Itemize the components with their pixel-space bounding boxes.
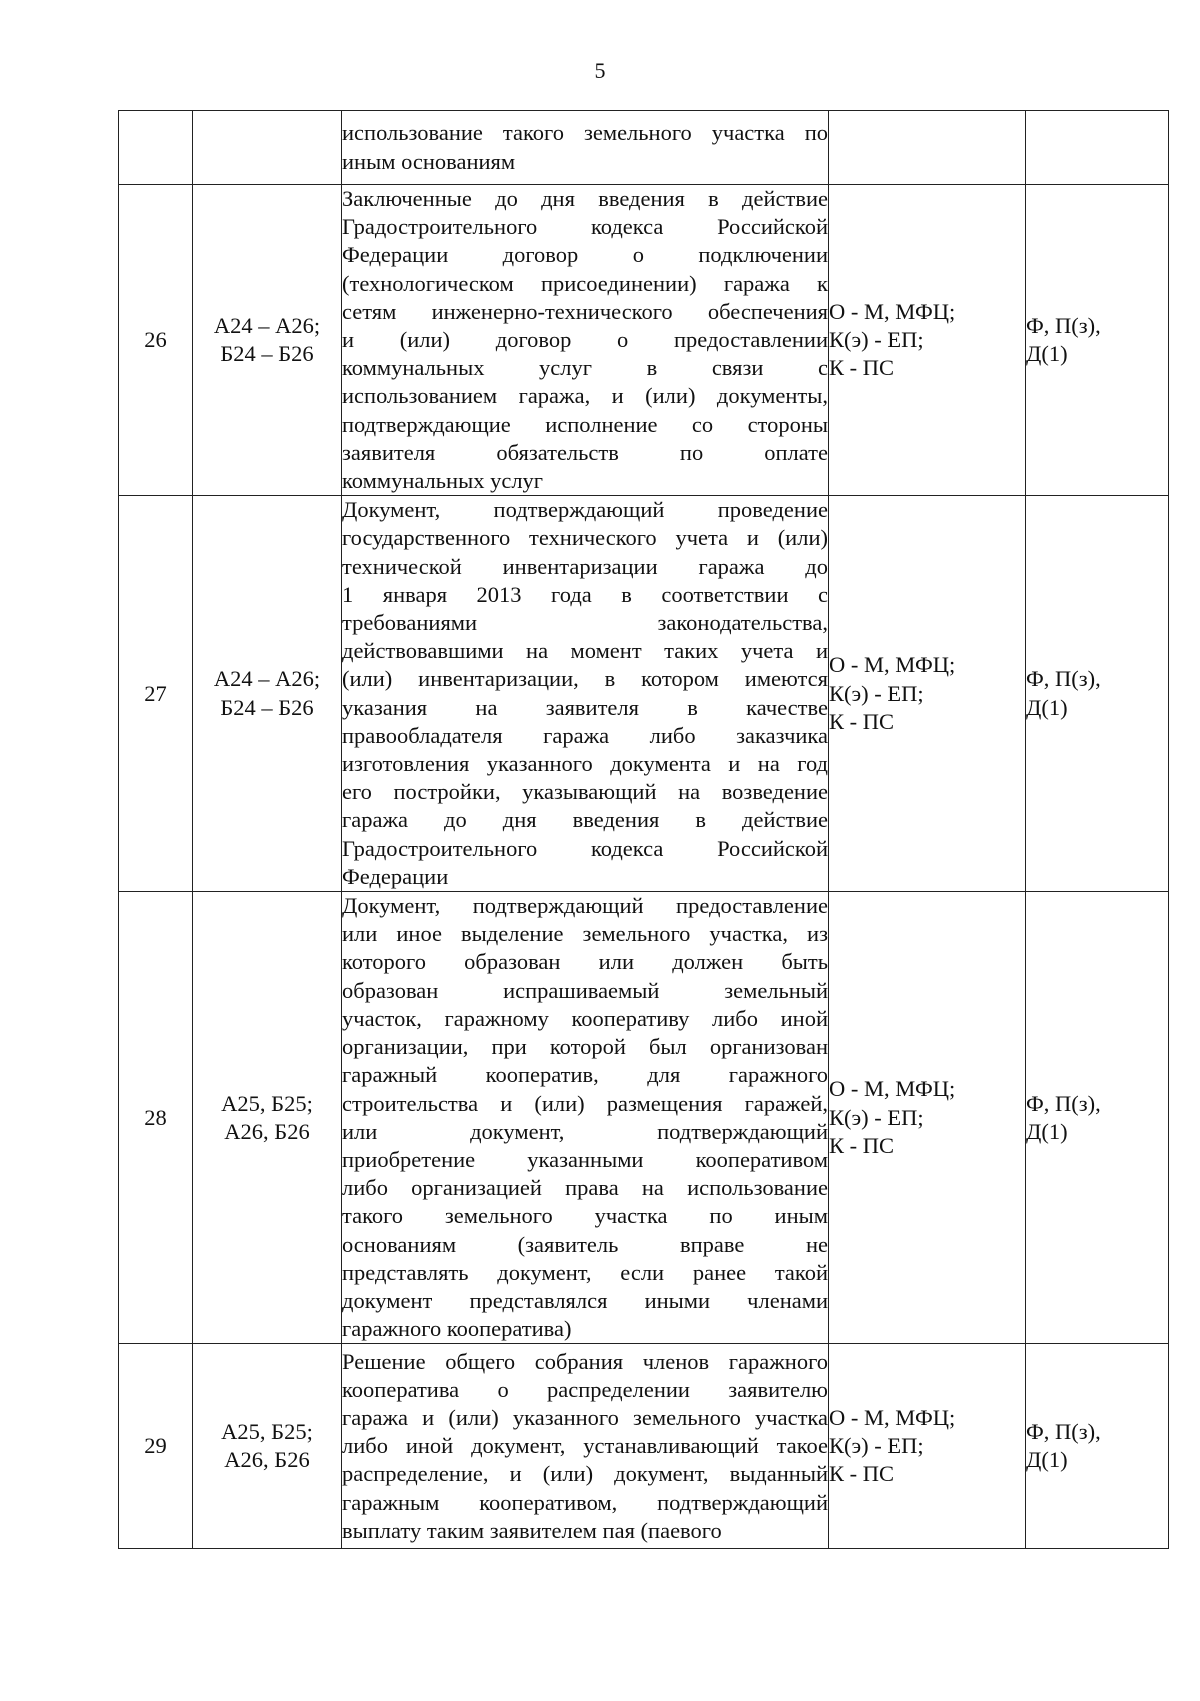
description-line: указания на заявителя в качестве — [342, 694, 828, 720]
description-line: или документ, подтверждающий — [342, 1118, 828, 1144]
description-line: 1 января 2013 года в соответствии с — [342, 581, 828, 607]
result-line: Д(1) — [1026, 341, 1068, 367]
description-line: Решение общего собрания членов гаражного — [342, 1348, 828, 1374]
cell-source — [829, 185, 1026, 496]
result-line: Ф, П(з), — [1026, 666, 1101, 692]
result-line: Ф, П(з), — [1026, 312, 1101, 338]
table-row — [119, 185, 1169, 496]
description-line: либо иной документ, устанавливающий такое — [342, 1433, 828, 1459]
cell-num — [119, 185, 193, 496]
description-line: Документ, подтверждающий предоставление — [342, 893, 828, 919]
source-line: К - ПС — [829, 355, 895, 381]
result-line: Ф, П(з), — [1026, 1090, 1101, 1116]
cell-result — [1026, 1344, 1169, 1549]
source-line: К(э) - ЕП; — [829, 1433, 924, 1459]
code-line: А26, Б26 — [224, 1118, 310, 1144]
description-line: представлять документ, если ранее такой — [342, 1259, 828, 1285]
row-number: 29 — [144, 1433, 167, 1459]
description-line: действовавшими на момент таких учета и — [342, 638, 828, 664]
description-line: государственного технического учета и (или) — [342, 525, 828, 551]
description-line: и (или) договор о предоставлении — [342, 327, 828, 353]
description-line: гаражного кооператива) — [342, 1316, 572, 1342]
description-line: гаража до дня введения в действие — [342, 807, 828, 833]
description-line: распределение, и (или) документ, выданный — [342, 1461, 828, 1487]
description-line: выплату таким заявителем пая (паевого — [342, 1517, 722, 1543]
code-line: А24 – А26; — [213, 666, 321, 692]
cell-num — [119, 892, 193, 1344]
description-line: приобретение указанными кооперативом — [342, 1146, 828, 1172]
description-line: Градостроительного кодекса Российской — [342, 835, 828, 861]
description-line: строительства и (или) размещения гаражей, — [342, 1090, 828, 1116]
description-line: участок, гаражному кооперативу либо иной — [342, 1005, 828, 1031]
cell-num — [119, 111, 193, 185]
source-line: О - М, МФЦ; — [829, 1076, 956, 1102]
description-line: Документ, подтверждающий проведение — [342, 497, 828, 523]
description-line: Федерации договор о подключении — [342, 242, 828, 268]
result-line: Д(1) — [1026, 694, 1068, 720]
description-line: подтверждающие исполнение со стороны — [342, 411, 828, 437]
description-line: Заключенные до дня введения в действие — [342, 186, 828, 211]
description-line: (технологическом присоединении) гаража к — [342, 270, 828, 296]
row-number: 26 — [144, 327, 167, 353]
source-line: К - ПС — [829, 708, 895, 734]
description-line: которого образован или должен быть — [342, 949, 828, 975]
description-line: Градостроительного кодекса Российской — [342, 214, 828, 240]
description-line: либо организацией права на использование — [342, 1175, 828, 1201]
description-line: требованиями законодательства, — [342, 610, 828, 636]
result-line: Д(1) — [1026, 1447, 1068, 1473]
cell-description — [342, 111, 829, 185]
description-line: гаража и (или) указанного земельного участка — [342, 1405, 828, 1431]
description-line: использование такого земельного участка по — [342, 120, 828, 146]
description-line: образован испрашиваемый земельный — [342, 977, 828, 1003]
description-line: организации, при которой был организован — [342, 1034, 828, 1060]
code-line: А26, Б26 — [224, 1447, 310, 1473]
page-number: 5 — [594, 58, 606, 83]
cell-description — [342, 892, 829, 1344]
description-line: основаниям (заявитель вправе не — [342, 1231, 828, 1257]
description-line: правообладателя гаража либо заказчика — [342, 722, 828, 748]
description-line: коммунальных услуг — [342, 468, 544, 494]
cell-description — [342, 185, 829, 496]
description-line: его постройки, указывающий на возведение — [342, 779, 828, 805]
document-table — [118, 110, 1169, 1549]
cell-result — [1026, 185, 1169, 496]
description-line: сетям инженерно-технического обеспечения — [342, 298, 828, 324]
table-row — [119, 496, 1169, 892]
code-line: А24 – А26; — [213, 312, 321, 338]
cell-description — [342, 1344, 829, 1549]
description-line: заявителя обязательств по оплате — [342, 439, 828, 465]
row-number: 27 — [144, 680, 167, 706]
table-row — [119, 892, 1169, 1344]
cell-source — [829, 496, 1026, 892]
description-line: иным основаниям — [342, 148, 516, 174]
cell-source — [829, 1344, 1026, 1549]
source-line: К - ПС — [829, 1461, 895, 1487]
source-line: К(э) - ЕП; — [829, 327, 924, 353]
code-line: А25, Б25; — [221, 1090, 313, 1116]
description-line: технической инвентаризации гаража до — [342, 553, 828, 579]
cell-description — [342, 496, 829, 892]
table-row-continuation — [119, 111, 1169, 185]
description-line: изготовления указанного документа и на год — [342, 751, 828, 777]
source-line: К(э) - ЕП; — [829, 1104, 924, 1130]
cell-code — [193, 111, 342, 185]
source-line: О - М, МФЦ; — [829, 1405, 956, 1431]
description-line: гаражным кооперативом, подтверждающий — [342, 1489, 828, 1515]
description-line: Федерации — [342, 863, 449, 889]
code-line: А25, Б25; — [221, 1419, 313, 1445]
cell-code — [193, 496, 342, 892]
description-line: такого земельного участка по иным — [342, 1203, 828, 1229]
code-line: Б24 – Б26 — [220, 341, 314, 367]
cell-result — [1026, 496, 1169, 892]
description-line: (или) инвентаризации, в котором имеются — [342, 666, 828, 692]
description-line: или иное выделение земельного участка, из — [342, 921, 828, 947]
row-number: 28 — [144, 1104, 167, 1130]
description-line: коммунальных услуг в связи с — [342, 355, 828, 381]
cell-source — [829, 111, 1026, 185]
cell-num — [119, 1344, 193, 1549]
result-line: Д(1) — [1026, 1118, 1068, 1144]
table-row — [119, 1344, 1169, 1549]
code-line: Б24 – Б26 — [220, 694, 314, 720]
cell-result — [1026, 111, 1169, 185]
result-line: Ф, П(з), — [1026, 1419, 1101, 1445]
source-line: К(э) - ЕП; — [829, 680, 924, 706]
source-line: О - М, МФЦ; — [829, 652, 956, 678]
description-line: использованием гаража, и (или) документы, — [342, 383, 828, 409]
cell-result — [1026, 892, 1169, 1344]
description-line: документ представлялся иными членами — [342, 1287, 828, 1313]
cell-code — [193, 185, 342, 496]
description-line: кооператива о распределении заявителю — [342, 1376, 828, 1402]
description-line: гаражный кооператив, для гаражного — [342, 1062, 828, 1088]
source-line: К - ПС — [829, 1132, 895, 1158]
source-line: О - М, МФЦ; — [829, 298, 956, 324]
cell-code — [193, 1344, 342, 1549]
cell-num — [119, 496, 193, 892]
cell-code — [193, 892, 342, 1344]
cell-source — [829, 892, 1026, 1344]
